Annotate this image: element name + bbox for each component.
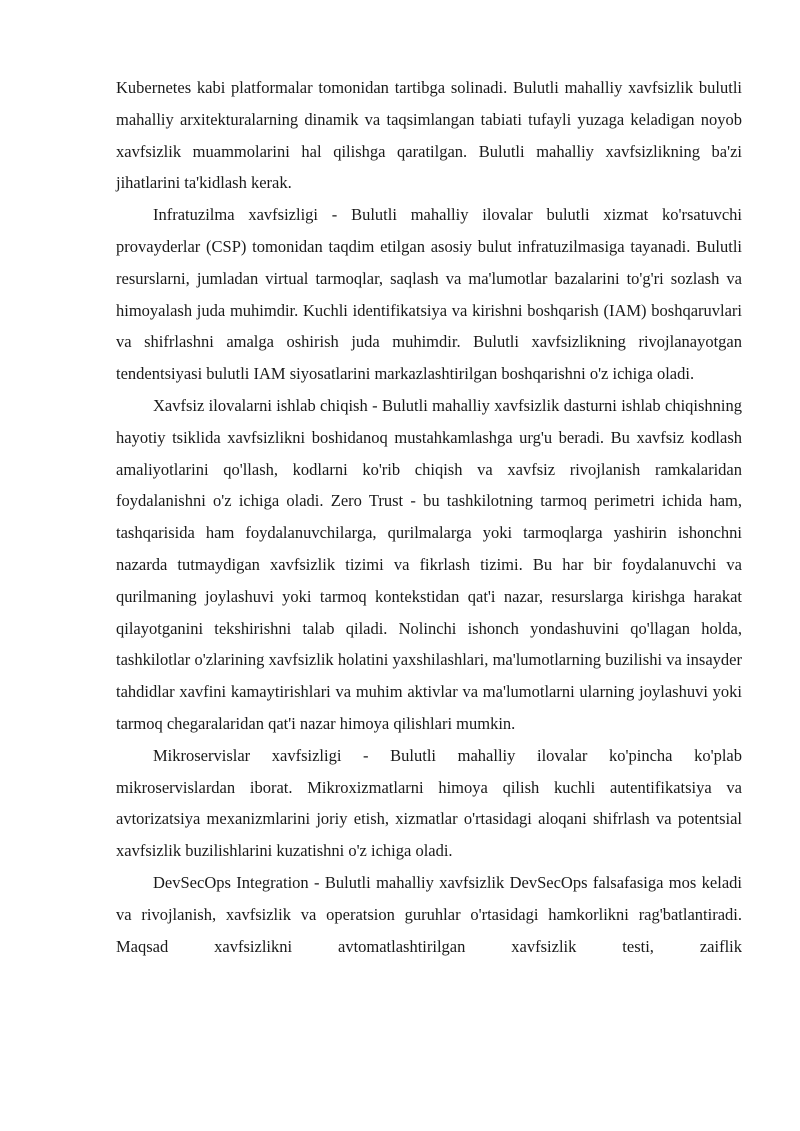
- paragraph-devsecops-integration: DevSecOps Integration - Bulutli mahalliy xavfsizlik DevSecOps falsafasiga mos keladi va rivojlanish, xavfsizlik va operatsion guruhlar o'rtasidagi hamkorlikni rag'batlantiradi. Maqsad xavfsizlikni avtomatlashtirilgan xavfsizlik testi, zaiflik: [116, 872, 742, 956]
- paragraph-secure-app-development: Xavfsiz ilovalarni ishlab chiqish - Bulutli mahalliy xavfsizlik dasturni ishlab chiqishning hayotiy tsiklida xavfsizlikni boshidanoq mustahkamlashga urg'u beradi. Bu xavfsiz kodlash amaliyotlarini qo'llash, kodlarni ko'rib chiqish va xavfsiz rivojlanish ramkalaridan foydalanishni o'z ichiga oladi. Zero Trust - bu tashkilotning tarmoq perimetri ichida ham, tashqarisida ham foydalanuvchilarga, qurilmalarga yoki tarmoqlarga yashirin ishonchni nazarda tutmaydigan xavfsizlik tizimi va fikrlash tizimi. Bu har bir foydalanuvchi va qurilmaning joylashuvi yoki tarmoq kontekstidan qat'i nazar, resurslarga kirishga harakat qilayotganini tekshirishni talab qiladi. Nolinchi ishonch yondashuvini qo'llagan holda, tashkilotlar o'zlarining xavfsizlik holatini yaxshilashlari, ma'lumotlarning buzilishi va insayder tahdidlar xavfini kamaytirishlari va muhim aktivlar va ma'lumotlarni ularning joylashuvi yoki tarmoq chegaralaridan qat'i nazar himoya qilishlari mumkin.: [116, 395, 742, 733]
- paragraph-microservices-security: Mikroservislar xavfsizligi - Bulutli mahalliy ilovalar ko'pincha ko'plab mikroservislardan iborat. Mikroxizmatlarni himoya qilish kuchli autentifikatsiya va avtorizatsiya mexanizmlarini joriy etish, xizmatlar o'rtasidagi aloqani shifrlash va potentsial xavfsizlik buzilishlarini kuzatishni o'z ichiga oladi.: [116, 745, 742, 861]
- paragraph-continuation: Kubernetes kabi platformalar tomonidan tartibga solinadi. Bulutli mahalliy xavfsizlik bulutli mahalliy arxitekturalarning dinamik va taqsimlangan tabiati tufayli yuzaga keladigan noyob xavfsizlik muammolarini hal qilishga qaratilgan. Bulutli mahalliy xavfsizlikning ba'zi jihatlarini ta'kidlash kerak.: [116, 78, 742, 193]
- paragraph-infrastructure-security: Infratuzilma xavfsizligi - Bulutli mahalliy ilovalar bulutli xizmat ko'rsatuvchi provayderlar (CSP) tomonidan taqdim etilgan asosiy bulut infratuzilmasiga tayanadi. Bulutli resurslarni, jumladan virtual tarmoqlar, saqlash va ma'lumotlar bazalarini to'g'ri sozlash va himoyalash juda muhimdir. Kuchli identifikatsiya va kirishni boshqarish (IAM) boshqaruvlari va shifrlashni amalga oshirish juda muhimdir. Bulutli xavfsizlikning rivojlanayotgan tendentsiyasi bulutli IAM siyosatlarini markazlashtirilgan boshqarishni o'z ichiga oladi.: [116, 205, 742, 384]
- body-text: [116, 72, 742, 962]
